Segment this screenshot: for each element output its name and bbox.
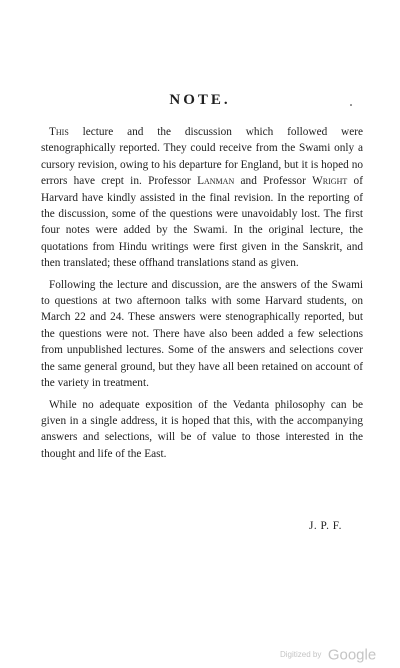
- name-wright: Wright: [312, 175, 348, 188]
- paragraph-1: [41, 124, 363, 272]
- speck-mark: [350, 104, 352, 106]
- paragraph-text: Following the lecture and discussion, are the answers of the Swami to questions at two afternoon talks with some Harvard students, on March 22 and 24. These answers were stenographically reported, but the questions were not. There have also been added a few selections from unpublished lectures. Some of the answers and selections cover the same general ground, but they have all been retained on account of the variety in treatment.: [41, 278, 363, 390]
- watermark-brand: Google: [327, 646, 377, 664]
- paragraph-text: lecture and the discussion which followed were stenographically reported. They could receive from the Swami only a cursory revision, owing to his departure for England, but it is hoped no errors have crept in. Professor: [41, 126, 363, 188]
- digitized-watermark: [280, 646, 376, 664]
- note-body: [41, 124, 363, 467]
- signature-initials: J. P. F.: [309, 520, 342, 532]
- name-lanman: Lanman: [197, 175, 235, 188]
- paragraph-lead-word: This: [49, 126, 69, 138]
- paragraph-3: [41, 397, 363, 463]
- paragraph-2: [41, 277, 363, 392]
- paragraph-text: and Professor: [234, 175, 313, 188]
- watermark-prefix: Digitized by: [280, 650, 322, 660]
- paragraph-text: While no adequate exposition of the Vedanta philosophy can be given in a single address, it is hoped that this, with the accompanying answers and selections, will be of value to those interested in the thought and life of the East.: [41, 398, 363, 460]
- page-title: NOTE.: [169, 92, 231, 108]
- paragraph-text: of Harvard have kindly assisted in the final revision. In the reporting of the discussion, some of the questions were unavoidably lost. The first four notes were added by the Swami. In the original lecture, the quotations from Hindu writings were first given in the Sanskrit, and then translated; these offhand translations stand as given.: [41, 175, 363, 270]
